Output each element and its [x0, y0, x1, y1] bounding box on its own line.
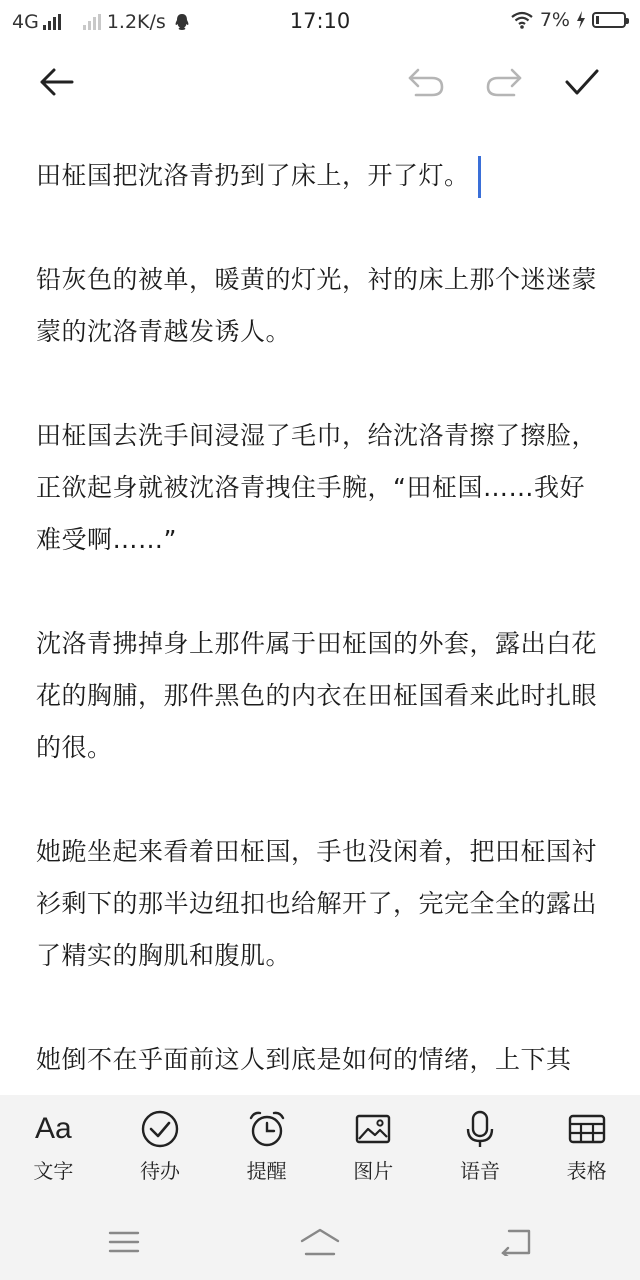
table-icon — [567, 1107, 607, 1151]
tool-voice[interactable] — [435, 1107, 525, 1187]
undo-icon[interactable] — [404, 60, 448, 104]
clock: 17:10 — [289, 9, 351, 33]
network-speed: 1.2K/s — [106, 11, 166, 33]
status-right — [510, 9, 626, 31]
insert-toolbar — [0, 1107, 640, 1187]
tool-text[interactable] — [8, 1107, 98, 1187]
tool-image[interactable] — [328, 1107, 418, 1187]
menu-icon[interactable] — [102, 1224, 146, 1260]
bottom-panel — [0, 1095, 640, 1280]
check-icon[interactable] — [560, 60, 604, 104]
editor-toolbar — [0, 52, 640, 112]
paragraph-text: 田柾国把沈洛青扔到了床上，开了灯。 — [36, 161, 470, 190]
battery-icon — [592, 12, 626, 28]
wifi-icon — [510, 11, 534, 29]
charging-icon — [576, 11, 586, 29]
text-cursor — [478, 156, 481, 198]
tool-label: 图片 — [353, 1159, 394, 1183]
system-nav-bar — [0, 1218, 640, 1268]
note-paragraph[interactable]: 她跪坐起来看着田柾国，手也没闲着，把田柾国衬衫剩下的那半边纽扣也给解开了，完完全全的露出了精实的胸肌和腹肌。 — [36, 837, 598, 970]
status-bar — [0, 0, 640, 44]
tool-label: 待办 — [139, 1159, 180, 1183]
microphone-icon — [460, 1107, 500, 1151]
tool-label: 表格 — [566, 1159, 607, 1183]
battery-percent: 7% — [539, 9, 570, 31]
tool-label: 语音 — [459, 1159, 500, 1183]
tool-reminder[interactable] — [222, 1107, 312, 1187]
redo-icon[interactable] — [482, 60, 526, 104]
image-icon — [353, 1107, 393, 1151]
note-paragraph[interactable]: 她倒不在乎面前这人到底是如何的情绪，上下其 — [36, 1045, 572, 1074]
alarm-clock-icon — [247, 1107, 287, 1151]
note-paragraph[interactable]: 田柾国去洗手间浸湿了毛巾，给沈洛青擦了擦脸，正欲起身就被沈洛青拽住手腕，“田柾国……我好难受啊……” — [36, 421, 598, 554]
tool-label: 提醒 — [246, 1159, 287, 1183]
note-editor[interactable] — [36, 150, 608, 1095]
note-paragraph[interactable]: 沈洛青拂掉身上那件属于田柾国的外套，露出白花花的胸脯，那件黑色的内衣在田柾国看来此时扎眼的很。 — [36, 629, 598, 762]
note-paragraph[interactable] — [36, 150, 608, 202]
tool-table[interactable] — [542, 1107, 632, 1187]
home-icon[interactable] — [298, 1224, 342, 1260]
back-icon[interactable] — [494, 1224, 538, 1260]
todo-check-icon — [140, 1107, 180, 1151]
text-format-icon: Aa — [34, 1112, 72, 1145]
back-arrow-icon[interactable] — [34, 60, 78, 104]
note-paragraph[interactable]: 铅灰色的被单，暖黄的灯光，衬的床上那个迷迷蒙蒙的沈洛青越发诱人。 — [36, 265, 598, 346]
tool-label: 文字 — [33, 1159, 74, 1183]
network-type: 4G — [12, 11, 39, 33]
tool-todo[interactable] — [115, 1107, 205, 1187]
